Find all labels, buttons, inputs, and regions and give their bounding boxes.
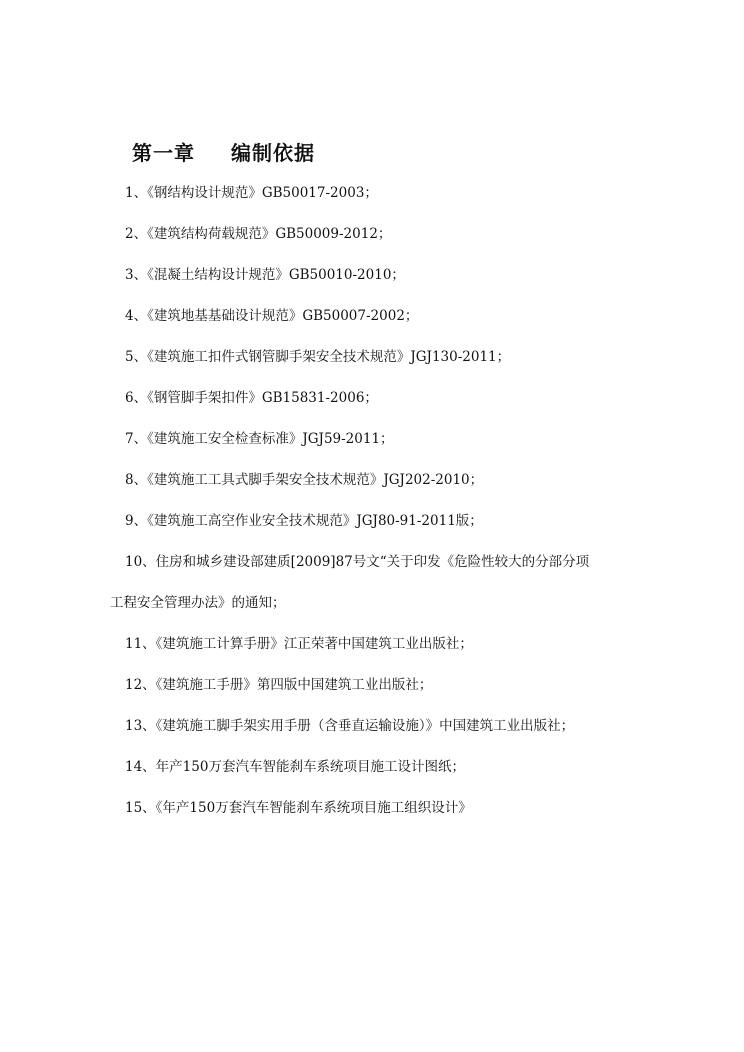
reference-item-4: 4、《建筑地基基础设计规范》GB50007-2002； bbox=[125, 308, 419, 324]
reference-list bbox=[0, 173, 744, 829]
reference-item-5: 5、《建筑施工扣件式钢管脚手架安全技术规范》JGJ130-2011； bbox=[125, 349, 511, 365]
reference-item-8: 8、《建筑施工工具式脚手架安全技术规范》JGJ202-2010； bbox=[125, 472, 484, 488]
reference-item-11: 11、《建筑施工计算手册》江正荣著中国建筑工业出版社； bbox=[125, 636, 473, 652]
chapter-title bbox=[132, 137, 315, 166]
reference-item-14: 14、年产150万套汽车智能刹车系统项目施工设计图纸； bbox=[125, 759, 465, 775]
reference-item-6: 6、《钢管脚手架扣件》GB15831-2006； bbox=[125, 390, 378, 406]
reference-item-7: 7、《建筑施工安全检查标准》JGJ59-2011； bbox=[125, 431, 394, 447]
reference-item-15: 15、《年产150万套汽车智能刹车系统项目施工组织设计》 bbox=[125, 800, 472, 816]
reference-item-3: 3、《混凝土结构设计规范》GB50010-2010； bbox=[125, 267, 405, 283]
chapter-number: 第一章 bbox=[132, 141, 195, 165]
reference-item-1: 1、《钢结构设计规范》GB50017-2003； bbox=[125, 185, 378, 201]
reference-item-10: 10、住房和城乡建设部建质[2009]87号文“关于印发《危险性较大的分部分项 bbox=[125, 554, 590, 570]
reference-item-10-continued: 工程安全管理办法》的通知； bbox=[110, 595, 286, 611]
reference-item-2: 2、《建筑结构荷载规范》GB50009-2012； bbox=[125, 226, 392, 242]
reference-item-13: 13、《建筑施工脚手架实用手册（含垂直运输设施）》中国建筑工业出版社； bbox=[125, 718, 575, 734]
reference-item-9: 9、《建筑施工高空作业安全技术规范》JGJ80-91-2011版； bbox=[125, 513, 483, 529]
reference-item-12: 12、《建筑施工手册》第四版中国建筑工业出版社； bbox=[125, 677, 433, 693]
chapter-heading: 编制依据 bbox=[231, 141, 315, 165]
